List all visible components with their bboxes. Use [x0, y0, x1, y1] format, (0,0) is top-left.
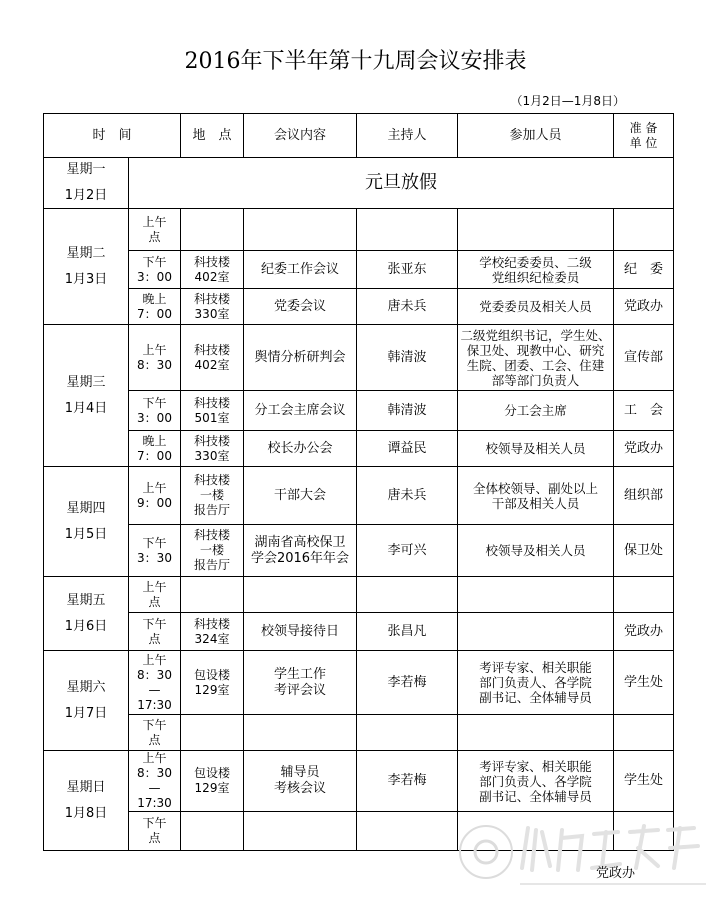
- header-content: 会议内容: [244, 114, 357, 158]
- time-cell: 下午 3：30: [129, 525, 181, 577]
- host-cell: [357, 812, 458, 851]
- host-cell: [357, 715, 458, 751]
- day-date: 1月4日: [64, 400, 108, 416]
- day-date: 1月3日: [64, 271, 108, 287]
- attendees-cell: 校领导及相关人员: [458, 431, 614, 467]
- table-row: [44, 751, 674, 812]
- attendees-cell: 考评专家、相关职能 部门负责人、各学院 副书记、全体辅导员: [458, 751, 614, 812]
- table-row: [44, 812, 674, 851]
- time-cell: 晚上 7：00: [129, 289, 181, 325]
- place-cell: 科技楼 一楼 报告厅: [181, 467, 244, 525]
- unit-cell: 学生处: [614, 651, 674, 715]
- content-cell: 纪委工作会议: [244, 251, 357, 289]
- place-cell: 科技楼 330室: [181, 289, 244, 325]
- time-cell: 下午 点: [129, 715, 181, 751]
- content-cell: [244, 812, 357, 851]
- document-title: 2016年下半年第十九周会议安排表: [184, 49, 527, 74]
- day-label: 星期六: [66, 679, 106, 695]
- content-cell: 干部大会: [244, 467, 357, 525]
- day-date: 1月8日: [64, 805, 108, 821]
- unit-cell: [614, 577, 674, 613]
- unit-cell: 宣传部: [614, 325, 674, 391]
- attendees-cell: [458, 209, 614, 251]
- place-cell: 科技楼 501室: [181, 391, 244, 431]
- table-row: [44, 251, 674, 289]
- content-cell: 辅导员 考核会议: [244, 751, 357, 812]
- day-date: 1月2日: [64, 188, 108, 203]
- attendees-cell: [458, 613, 614, 651]
- day-date: 1月5日: [64, 526, 108, 542]
- day-label: 星期四: [66, 500, 106, 516]
- unit-cell: 组织部: [614, 467, 674, 525]
- time-cell: 上午 8：30 — 17:30: [129, 751, 181, 812]
- day-label: 星期五: [66, 592, 106, 608]
- time-cell: 上午 9：00: [129, 467, 181, 525]
- day-label: 星期日: [66, 779, 106, 795]
- place-cell: [181, 715, 244, 751]
- host-cell: 谭益民: [357, 431, 458, 467]
- day-date: 1月7日: [64, 705, 108, 721]
- host-cell: 李可兴: [357, 525, 458, 577]
- host-cell: [357, 577, 458, 613]
- place-cell: 科技楼 330室: [181, 431, 244, 467]
- time-cell: 上午 点: [129, 209, 181, 251]
- attendees-cell: 校领导及相关人员: [458, 525, 614, 577]
- header-attendees: 参加人员: [458, 114, 614, 158]
- time-cell: 下午 3：00: [129, 391, 181, 431]
- attendees-cell: 党委委员及相关人员: [458, 289, 614, 325]
- content-cell: 校领导接待日: [244, 613, 357, 651]
- attendees-cell: 二级党组织书记，学生处、 保卫处、现教中心、研究 生院、团委、工会、住建 部等部门负责人: [458, 325, 614, 391]
- table-row: [44, 613, 674, 651]
- table-row: [44, 209, 674, 251]
- header-host: 主持人: [357, 114, 458, 158]
- day-cell: [44, 651, 129, 751]
- table-row: [44, 325, 674, 391]
- unit-cell: 学生处: [614, 751, 674, 812]
- attendees-cell: 全体校领导、副处以上 干部及相关人员: [458, 467, 614, 525]
- content-cell: 校长办公会: [244, 431, 357, 467]
- time-cell: 晚上 7：00: [129, 431, 181, 467]
- place-cell: [181, 577, 244, 613]
- attendees-cell: [458, 577, 614, 613]
- unit-cell: 工 会: [614, 391, 674, 431]
- day-date: 1月6日: [64, 618, 108, 634]
- place-cell: 科技楼 一楼 报告厅: [181, 525, 244, 577]
- unit-cell: 党政办: [614, 431, 674, 467]
- place-cell: 科技楼 324室: [181, 613, 244, 651]
- table-row-holiday: [44, 158, 674, 209]
- day-cell: [44, 209, 129, 325]
- day-cell: [44, 751, 129, 851]
- content-cell: 湖南省高校保卫 学会2016年年会: [244, 525, 357, 577]
- host-cell: 张昌凡: [357, 613, 458, 651]
- unit-cell: 保卫处: [614, 525, 674, 577]
- day-label: 星期二: [66, 245, 106, 261]
- meeting-schedule-table: [43, 113, 674, 851]
- content-cell: 分工会主席会议: [244, 391, 357, 431]
- time-cell: 下午 3：00: [129, 251, 181, 289]
- attendees-cell: [458, 715, 614, 751]
- unit-cell: 党政办: [614, 289, 674, 325]
- content-cell: 党委会议: [244, 289, 357, 325]
- host-cell: [357, 209, 458, 251]
- table-row: [44, 715, 674, 751]
- day-cell: [44, 577, 129, 651]
- unit-cell: [614, 715, 674, 751]
- unit-cell: 纪 委: [614, 251, 674, 289]
- host-cell: 韩清波: [357, 391, 458, 431]
- time-cell: 上午 8：30 — 17:30: [129, 651, 181, 715]
- header-row: [44, 114, 674, 158]
- table-row: [44, 391, 674, 431]
- day-label: 星期一: [66, 162, 106, 177]
- place-cell: 包设楼 129室: [181, 751, 244, 812]
- day-cell: [44, 325, 129, 467]
- header-unit: 准 备 单 位: [614, 114, 674, 158]
- day-cell: [44, 158, 129, 209]
- host-cell: 李若梅: [357, 651, 458, 715]
- table-row: [44, 431, 674, 467]
- table-row: [44, 651, 674, 715]
- issuer-footer: 党政办: [596, 866, 636, 881]
- place-cell: 科技楼 402室: [181, 251, 244, 289]
- host-cell: 唐未兵: [357, 467, 458, 525]
- day-label: 星期三: [66, 374, 106, 390]
- table-row: [44, 289, 674, 325]
- attendees-cell: 考评专家、相关职能 部门负责人、各学院 副书记、全体辅导员: [458, 651, 614, 715]
- time-cell: 下午 点: [129, 613, 181, 651]
- table-row: [44, 467, 674, 525]
- content-cell: 学生工作 考评会议: [244, 651, 357, 715]
- place-cell: 包设楼 129室: [181, 651, 244, 715]
- table-row: [44, 525, 674, 577]
- unit-cell: [614, 812, 674, 851]
- host-cell: 李若梅: [357, 751, 458, 812]
- place-cell: [181, 812, 244, 851]
- unit-cell: [614, 209, 674, 251]
- attendees-cell: 学校纪委委员、二级 党组织纪检委员: [458, 251, 614, 289]
- host-cell: 韩清波: [357, 325, 458, 391]
- header-place: 地 点: [181, 114, 244, 158]
- table-row: [44, 577, 674, 613]
- host-cell: 唐未兵: [357, 289, 458, 325]
- place-cell: 科技楼 402室: [181, 325, 244, 391]
- content-cell: [244, 209, 357, 251]
- holiday-notice: 元旦放假: [129, 158, 674, 209]
- attendees-cell: [458, 812, 614, 851]
- attendees-cell: 分工会主席: [458, 391, 614, 431]
- time-cell: 上午 点: [129, 577, 181, 613]
- host-cell: 张亚东: [357, 251, 458, 289]
- place-cell: [181, 209, 244, 251]
- content-cell: [244, 715, 357, 751]
- day-cell: [44, 467, 129, 577]
- time-cell: 上午 8：30: [129, 325, 181, 391]
- header-time: 时 间: [44, 114, 181, 158]
- time-cell: 下午 点: [129, 812, 181, 851]
- unit-cell: 党政办: [614, 613, 674, 651]
- date-range: （1月2日—1月8日）: [510, 94, 625, 108]
- content-cell: [244, 577, 357, 613]
- content-cell: 舆情分析研判会: [244, 325, 357, 391]
